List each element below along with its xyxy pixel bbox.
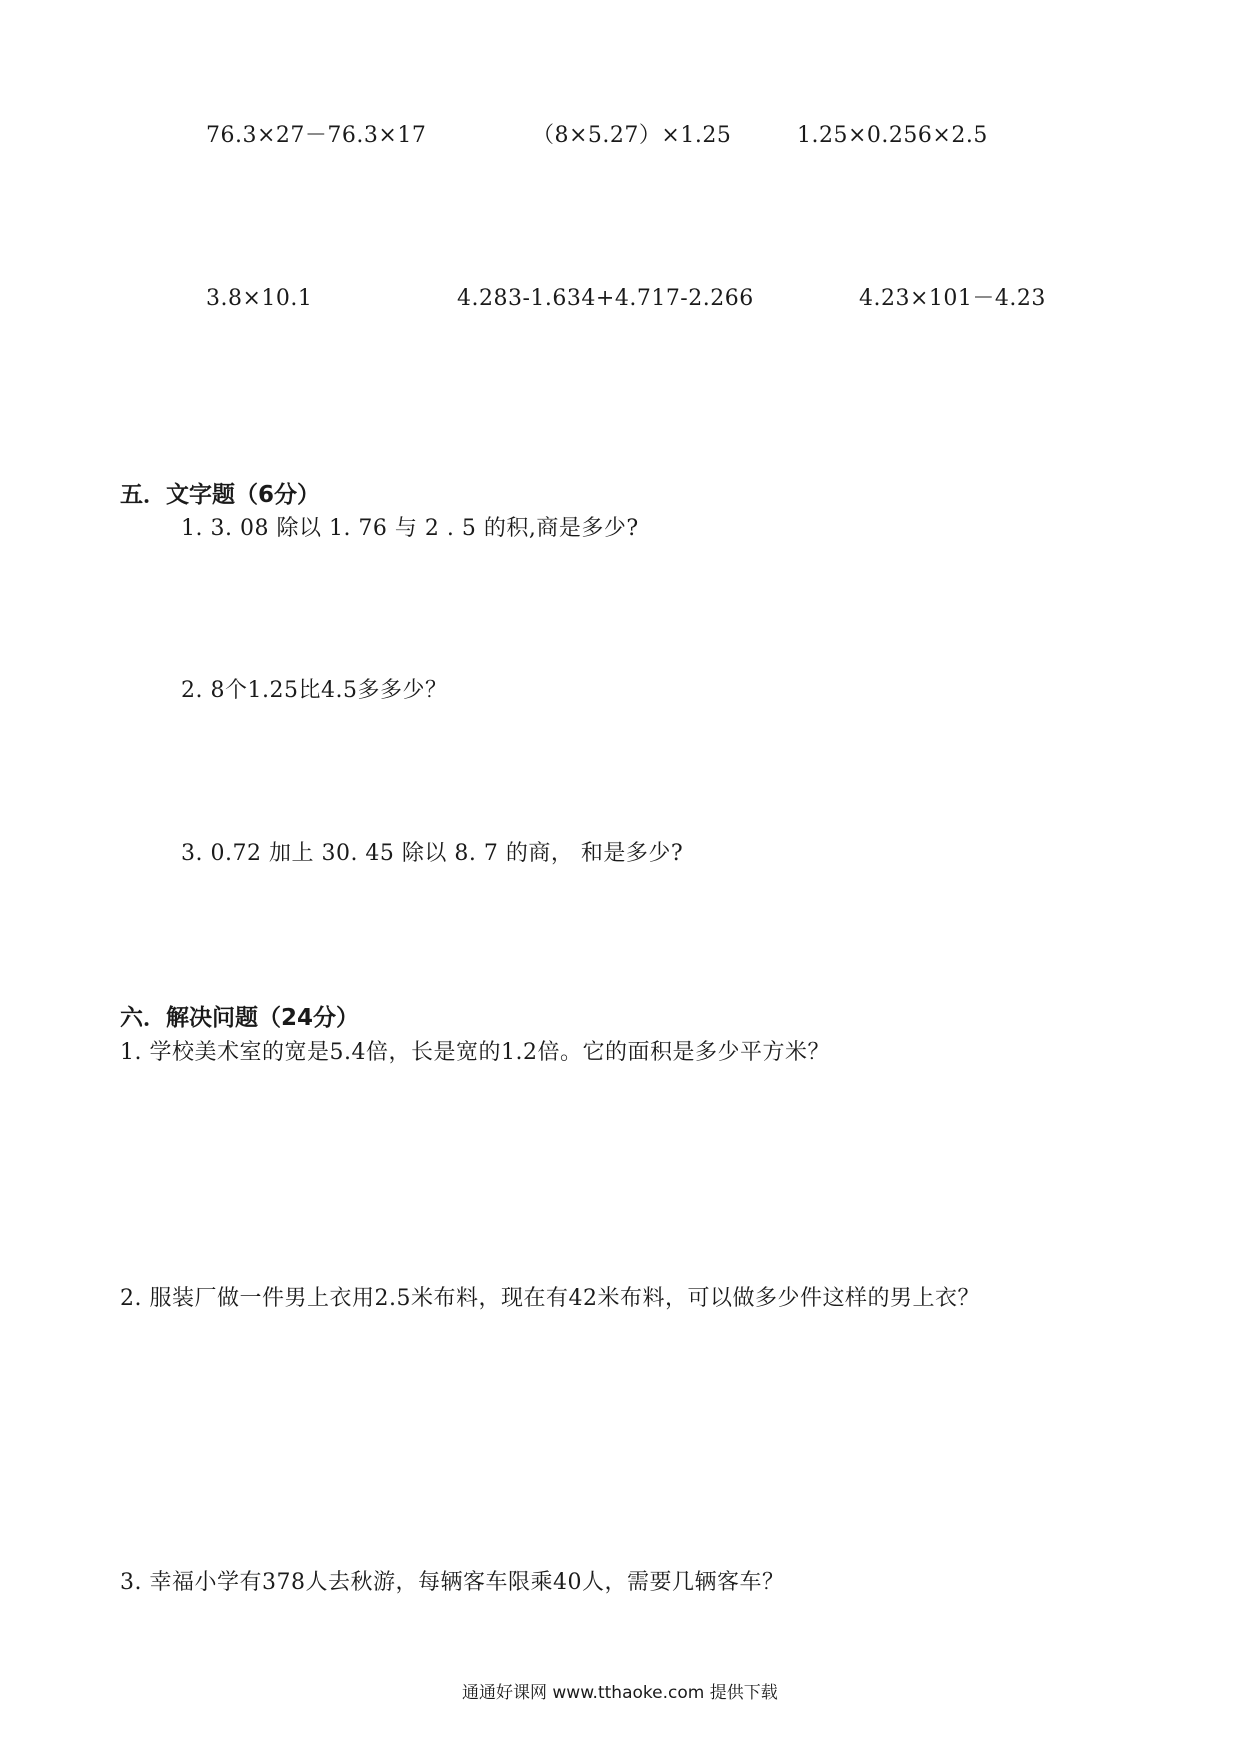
page-footer: 通通好课网 www.tthaoke.com 提供下载 [462,1683,778,1703]
section-six-title: 六．解决问题（24分） [120,1005,360,1031]
application-problem: 1. 学校美术室的宽是5.4倍，长是宽的1.2倍。它的面积是多少平方米？ [120,1040,830,1065]
calc-expression: 1.25×0.256×2.5 [797,123,988,148]
calc-expression: 76.3×27－76.3×17 [206,123,427,148]
word-problem: 2. 8个1.25比4.5多多少？ [181,678,448,703]
calc-expression: 4.23×101－4.23 [859,286,1046,311]
calc-expression: （8×5.27）×1.25 [532,123,732,148]
section-five-title: 五．文字题（6分） [120,482,321,508]
calc-expression: 3.8×10.1 [206,286,313,311]
calc-expression: 4.283-1.634+4.717-2.266 [457,286,754,311]
word-problem: 1. 3. 08 除以 1. 76 与 2 . 5 的积,商是多少? [181,516,639,541]
application-problem: 3. 幸福小学有378人去秋游，每辆客车限乘40人，需要几辆客车？ [120,1570,785,1595]
application-problem: 2. 服装厂做一件男上衣用2.5米布料，现在有42米布料，可以做多少件这样的男上衣？ [120,1286,980,1311]
word-problem: 3. 0.72 加上 30. 45 除以 8. 7 的商， 和是多少? [181,841,684,866]
